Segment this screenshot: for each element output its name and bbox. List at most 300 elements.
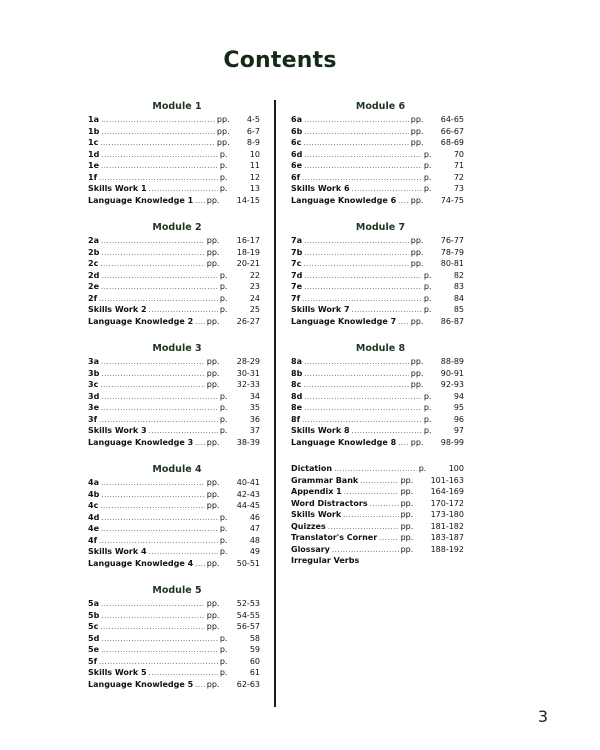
page-number: 3 [537,707,548,726]
module-heading: Module 1 [152,101,202,112]
page-prefix: pp. [400,533,414,542]
toc-entry-label: 8e [291,403,302,412]
page-prefix: pp. [410,259,424,268]
toc-entry [291,498,464,510]
page-prefix: p. [219,426,228,435]
page-prefix: pp. [410,115,424,124]
toc-entry-label: Language Knowledge 5 [88,679,194,689]
toc-entry [291,402,464,414]
toc-entry-label: Glossary [291,544,330,554]
toc-entry-label: Word Distractors [291,498,368,508]
toc-entry-label: Skills Work 7 [291,305,350,314]
toc-entry-label: Quizzes [291,521,326,531]
page-range: 44-45 [236,501,260,510]
page-prefix: p. [423,426,432,435]
page-range: 42-43 [236,489,260,499]
toc-entry-label: 2f [88,293,98,303]
toc-entry [291,437,464,449]
toc-entry [88,679,260,691]
dot-leader [398,196,409,208]
toc-entry [291,195,464,207]
toc-entry [291,270,464,282]
page-prefix: pp. [410,368,424,378]
dot-leader [360,476,398,488]
toc-entry [88,523,260,535]
toc-entry-label: 6b [291,126,303,136]
toc-entry-label: Language Knowledge 2 [88,316,194,326]
page-range: 100 [448,464,464,473]
page-prefix: p. [423,149,432,159]
toc-entry [88,281,260,293]
page-range: 40-41 [236,478,260,487]
toc-entry [88,183,260,195]
page-range: 96 [453,414,464,424]
page-prefix: pp. [410,247,424,257]
toc-entry-label: 3e [88,403,99,412]
page-range: 12 [249,172,260,182]
page-range: 4-5 [246,115,260,124]
toc-entry [88,270,260,282]
toc-entry [88,414,260,426]
toc-entry-label: Language Knowledge 3 [88,437,194,447]
page-prefix: p. [219,633,228,643]
page-range: 25 [249,305,260,314]
dot-leader [303,380,408,392]
toc-entry-label: 7e [291,282,302,291]
module-section [291,100,464,206]
toc-entry-label: 6a [291,115,302,124]
page-prefix: pp. [206,247,220,257]
toc-entry-label: 4a [88,478,99,487]
dot-leader [304,271,422,283]
toc-entry-label: 5b [88,610,100,620]
page-prefix: p. [219,512,228,522]
toc-entry [291,463,464,475]
page-range: 23 [249,282,260,291]
page-prefix: pp. [410,437,424,447]
toc-entry-label: 7b [291,247,303,257]
toc-entry [291,149,464,161]
toc-entry-label: 6d [291,149,303,159]
toc-entry [88,368,260,380]
page-range: 26-27 [236,316,260,326]
toc-entry [291,293,464,305]
page-prefix: p. [219,184,228,193]
page-prefix: pp. [206,437,220,447]
toc-entry [88,437,260,449]
page-range: 50-51 [236,558,260,568]
dot-leader [304,282,422,294]
toc-entry-label: 8d [291,391,303,401]
toc-entry [88,512,260,524]
page-prefix: pp. [206,316,220,326]
toc-entry [88,195,260,207]
dot-leader [195,438,205,450]
dot-leader [304,236,409,248]
page-prefix: p. [418,464,427,473]
dot-leader [304,357,409,369]
dot-leader [304,392,422,404]
toc-entry [88,293,260,305]
toc-entry [88,558,260,570]
dot-leader [398,438,409,450]
page-range: 30-31 [236,368,260,378]
toc-entry [88,149,260,161]
page-range: 95 [453,403,464,412]
page-prefix: p. [219,161,228,170]
page-prefix: p. [219,645,228,654]
dot-leader [304,150,422,162]
page-range: 94 [453,391,464,401]
dot-leader [101,634,218,646]
dot-leader [101,524,218,536]
dot-leader [195,317,205,329]
dot-leader [101,150,218,162]
dot-leader [370,499,399,511]
module-heading: Module 2 [152,222,202,233]
dot-leader [101,645,218,657]
page-prefix: pp. [400,521,414,531]
page-range: 64-65 [440,115,464,124]
toc-entry-label: 5f [88,656,98,666]
dot-leader [101,611,204,623]
module-section [88,221,260,327]
page-range: 173-180 [430,510,464,519]
page-prefix: pp. [410,380,424,389]
toc-entry [291,126,464,138]
dot-leader [101,513,218,525]
page-range: 34 [249,391,260,401]
dot-leader [100,622,204,634]
page-prefix: pp. [206,236,220,245]
page-prefix: pp. [206,380,220,389]
toc-entry [88,304,260,316]
page-prefix: pp. [400,510,414,519]
page-prefix: pp. [206,610,220,620]
page-range: 101-163 [430,475,464,485]
page-prefix: p. [219,524,228,533]
page-prefix: pp. [410,316,424,326]
toc-entry [291,521,464,533]
page-prefix: p. [219,172,228,182]
dot-leader [303,138,408,150]
toc-entry [88,160,260,172]
toc-entry [291,532,464,544]
toc-entry-label: Grammar Bank [291,475,359,485]
toc-entry [291,235,464,247]
dot-leader [304,403,422,415]
toc-entry-label: 7c [291,259,302,268]
module-section [291,342,464,448]
module-section [88,100,260,206]
page-range: 6-7 [246,126,260,136]
page-prefix: pp. [410,357,424,366]
toc-entry-label: Language Knowledge 6 [291,195,397,205]
toc-entry [88,500,260,512]
toc-entry-label: Skills Work 5 [88,668,147,677]
toc-entry-label: 4b [88,489,100,499]
toc-entry [88,477,260,489]
toc-entry-label: Language Knowledge 4 [88,558,194,568]
toc-entry [291,356,464,368]
page-prefix: pp. [206,599,220,608]
toc-entry [291,379,464,391]
page-range: 24 [249,293,260,303]
page-range: 60 [249,656,260,666]
page-range: 97 [453,426,464,435]
page-range: 32-33 [236,380,260,389]
page-range: 14-15 [236,195,260,205]
toc-entry [291,391,464,403]
page-prefix: p. [423,184,432,193]
toc-entry [291,544,464,556]
page-prefix: pp. [206,368,220,378]
toc-entry-label: 4e [88,524,99,533]
page-prefix: pp. [216,138,230,147]
page-range: 71 [453,161,464,170]
page-range: 183-187 [430,533,464,542]
toc-entry-label: 3b [88,368,100,378]
toc-entry-label: 1a [88,115,99,124]
toc-entry [88,644,260,656]
page-prefix: p. [219,535,228,545]
toc-entry [88,379,260,391]
toc-entry-label: 3f [88,414,98,424]
page-prefix: pp. [410,236,424,245]
toc-entry-label: Dictation [291,464,333,473]
page-range: 37 [249,426,260,435]
module-heading: Module 5 [152,585,202,596]
dot-leader [195,196,205,208]
module-heading: Module 7 [355,222,406,233]
page-prefix: pp. [206,357,220,366]
toc-entry-label: 3c [88,380,99,389]
toc-entry-label: Skills Work [291,510,342,519]
dot-leader [304,369,408,381]
toc-entry [291,475,464,487]
page-range: 16-17 [236,236,260,245]
page-range: 80-81 [440,259,464,268]
toc-entry-label: 8b [291,368,303,378]
toc-entry-label: 6e [291,161,302,170]
toc-entry [88,126,260,138]
dot-leader [343,510,398,522]
page-range: 49 [249,547,260,556]
page-prefix: p. [219,547,228,556]
toc-entry [88,235,260,247]
page-range: 18-19 [236,247,260,257]
page-prefix: p. [219,293,228,303]
page-range: 85 [453,305,464,314]
dot-leader [101,248,204,260]
page-range: 8-9 [246,138,260,147]
page-range: 35 [249,403,260,412]
toc-entry [88,316,260,328]
contents-column-left [88,100,260,705]
dot-leader [101,478,205,490]
toc-entry-label: 2a [88,236,99,245]
dot-leader [195,559,205,571]
toc-entry-label: 1c [88,138,99,147]
module-heading: Module 4 [152,464,202,475]
toc-entry [88,535,260,547]
page-prefix: p. [219,403,228,412]
toc-entry-label: Language Knowledge 7 [291,316,397,326]
toc-entry-label: 8a [291,357,302,366]
toc-entry-label: 7d [291,270,303,280]
toc-entry-label: Skills Work 6 [291,184,350,193]
page-prefix: pp. [400,475,414,485]
page-range: 86-87 [440,316,464,326]
toc-entry [88,114,260,126]
page-range: 84 [453,293,464,303]
toc-entry [291,281,464,293]
toc-entry [291,425,464,437]
toc-entry-label: 7f [291,293,301,303]
page-prefix: p. [423,172,432,182]
toc-entry-label: 1e [88,161,99,170]
toc-entry-label: Translator's Corner [291,533,378,542]
toc-entry-label: 4f [88,535,98,545]
dot-leader [100,259,204,271]
page-range: 92-93 [440,380,464,389]
page-prefix: pp. [206,679,220,689]
page-range: 58 [249,633,260,643]
page-range: 10 [249,149,260,159]
page-range: 98-99 [440,437,464,447]
toc-entry-label: 6f [291,172,301,182]
page-range: 61 [249,668,260,677]
page-range: 59 [249,645,260,654]
toc-entry [88,489,260,501]
page-range: 47 [249,524,260,533]
page-prefix: p. [219,270,228,280]
toc-entry-label: 2b [88,247,100,257]
page-prefix: pp. [206,501,220,510]
toc-entry [291,183,464,195]
page-range: 70 [453,149,464,159]
page-range: 164-169 [430,487,464,496]
dot-leader [101,282,218,294]
toc-entry [291,304,464,316]
dot-leader [101,271,218,283]
toc-entry-label: 3d [88,391,100,401]
toc-entry [88,402,260,414]
dot-leader [100,138,215,150]
page-range: 170-172 [430,498,464,508]
toc-entry [88,391,260,403]
toc-entry-label: Skills Work 2 [88,305,147,314]
toc-entry-label: Language Knowledge 8 [291,437,397,447]
toc-entry [88,425,260,437]
column-divider [274,100,276,707]
toc-entry [291,414,464,426]
module-heading: Module 3 [152,343,202,354]
page-range: 52-53 [236,599,260,608]
dot-leader [101,115,215,127]
toc-entry-label: 1d [88,149,100,159]
toc-entry [88,633,260,645]
dot-leader [101,127,215,139]
toc-entry [88,598,260,610]
dot-leader [100,380,204,392]
toc-entry-label: 2e [88,282,99,291]
page-range: 188-192 [430,544,464,554]
page-prefix: pp. [400,498,414,508]
page-range: 82 [453,270,464,280]
module-section [88,463,260,569]
dot-leader [304,248,408,260]
page-prefix: pp. [400,544,414,554]
toc-entry-label: Skills Work 8 [291,426,350,435]
page-prefix: p. [219,656,228,666]
toc-entry [291,114,464,126]
page-prefix: pp. [410,126,424,136]
dot-leader [101,490,204,502]
dot-leader [101,369,204,381]
toc-entry-label: 5a [88,599,99,608]
toc-entry-label: Skills Work 3 [88,426,147,435]
page-prefix: pp. [216,126,230,136]
toc-entry [88,356,260,368]
page-prefix: p. [423,161,432,170]
dot-leader [304,127,408,139]
dot-leader [304,115,409,127]
page-prefix: p. [423,293,432,303]
page-prefix: p. [423,403,432,412]
page-prefix: p. [219,305,228,314]
toc-entry-label: 7a [291,236,302,245]
page-range: 66-67 [440,126,464,136]
toc-entry-label: Skills Work 1 [88,184,147,193]
page-range: 13 [249,184,260,193]
page-prefix: pp. [206,259,220,268]
page-prefix: pp. [400,487,414,496]
toc-entry [88,258,260,270]
module-heading: Module 6 [355,101,406,112]
toc-entry [88,610,260,622]
toc-entry-label: 4c [88,501,99,510]
dot-leader [101,403,218,415]
page-range: 28-29 [236,357,260,366]
contents-column-right [291,100,464,567]
toc-entry [291,555,464,567]
toc-entry [291,160,464,172]
page-range: 48 [249,535,260,545]
page-prefix: p. [423,282,432,291]
toc-entry [88,546,260,558]
page-range: 90-91 [440,368,464,378]
toc-entry [88,656,260,668]
toc-entry-label: 1f [88,172,98,182]
toc-entry-label: Appendix 1 [291,487,342,496]
toc-entry [291,258,464,270]
page-range: 46 [249,512,260,522]
toc-entry-label: Skills Work 4 [88,547,147,556]
page-prefix: pp. [206,622,220,631]
page-prefix: pp. [410,195,424,205]
page-prefix: pp. [206,558,220,568]
page-prefix: pp. [410,138,424,147]
toc-entry [88,247,260,259]
page-prefix: p. [423,391,432,401]
toc-entry [88,172,260,184]
toc-entry-label: 3a [88,357,99,366]
toc-entry [291,137,464,149]
toc-entry [291,172,464,184]
page-prefix: p. [219,282,228,291]
toc-entry-label: 5d [88,633,100,643]
